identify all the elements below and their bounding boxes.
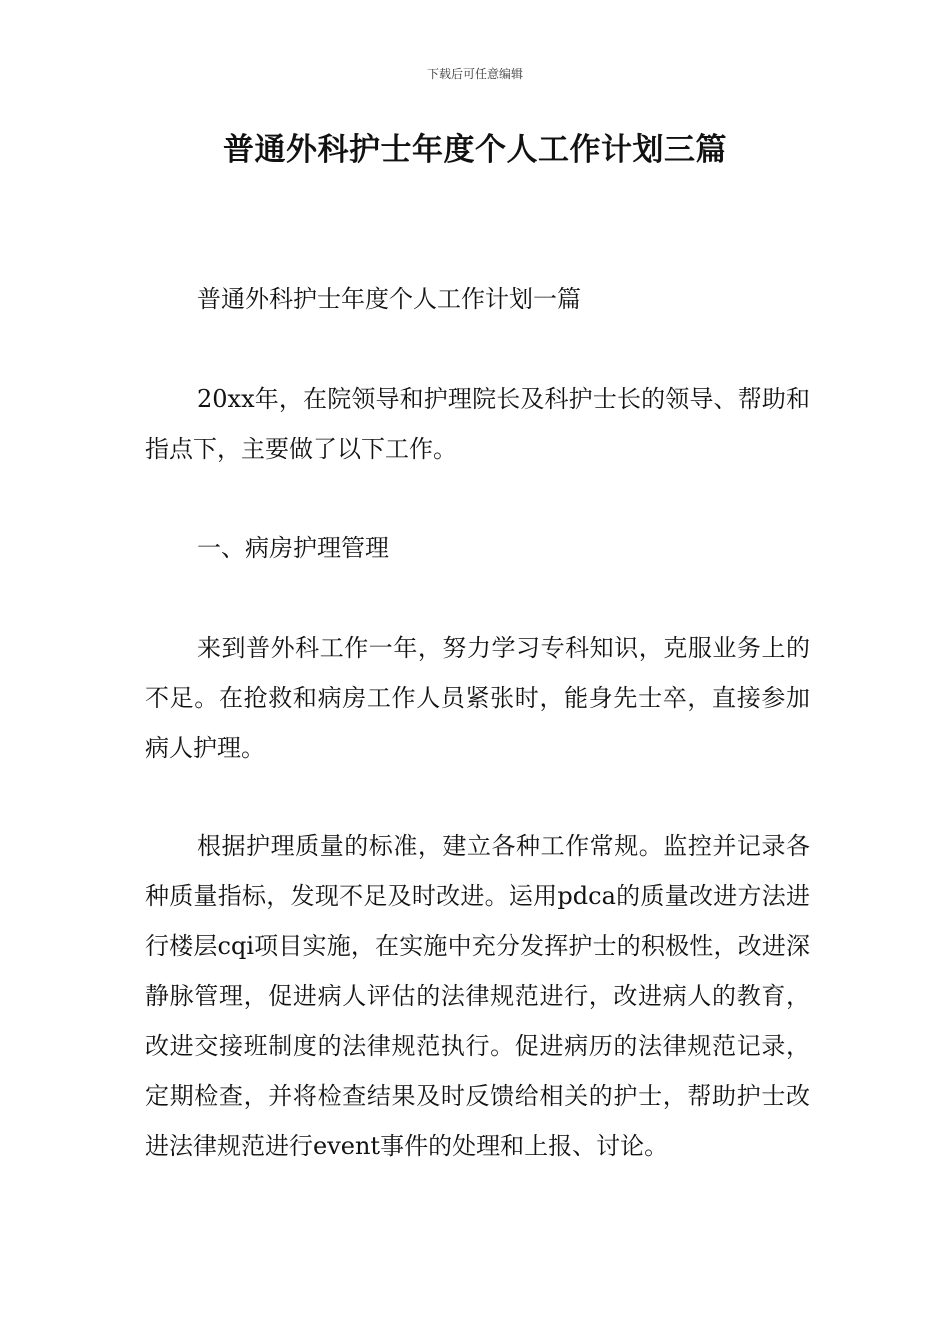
body-paragraph: 根据护理质量的标准，建立各种工作常规。监控并记录各种质量指标，发现不足及时改进。运用pdca的质量改进方法进行楼层cqi项目实施，在实施中充分发挥护士的积极性，改进深静脉管理，促进病人评估的法律规范进行，改进病人的教育，改进交接班制度的法律规范执行。促进病历的法律规范记录，定期检查，并将检查结果及时反馈给相关的护士，帮助护士改进法律规范进行event事件的处理和上报、讨论。 — [145, 832, 810, 1160]
section-heading-ward-management: 一、病房护理管理 — [197, 534, 389, 562]
header-note: 下载后可任意编辑 — [426, 67, 523, 81]
document-title: 普通外科护士年度个人工作计划三篇 — [223, 132, 727, 168]
section-heading-plan-one: 普通外科护士年度个人工作计划一篇 — [197, 285, 581, 313]
body-paragraph: 来到普外科工作一年，努力学习专科知识，克服业务上的不足。在抢救和病房工作人员紧张时，能身先士卒，直接参加病人护理。 — [145, 634, 810, 762]
intro-paragraph: 20xx年，在院领导和护理院长及科护士长的领导、帮助和指点下，主要做了以下工作。 — [145, 385, 810, 463]
